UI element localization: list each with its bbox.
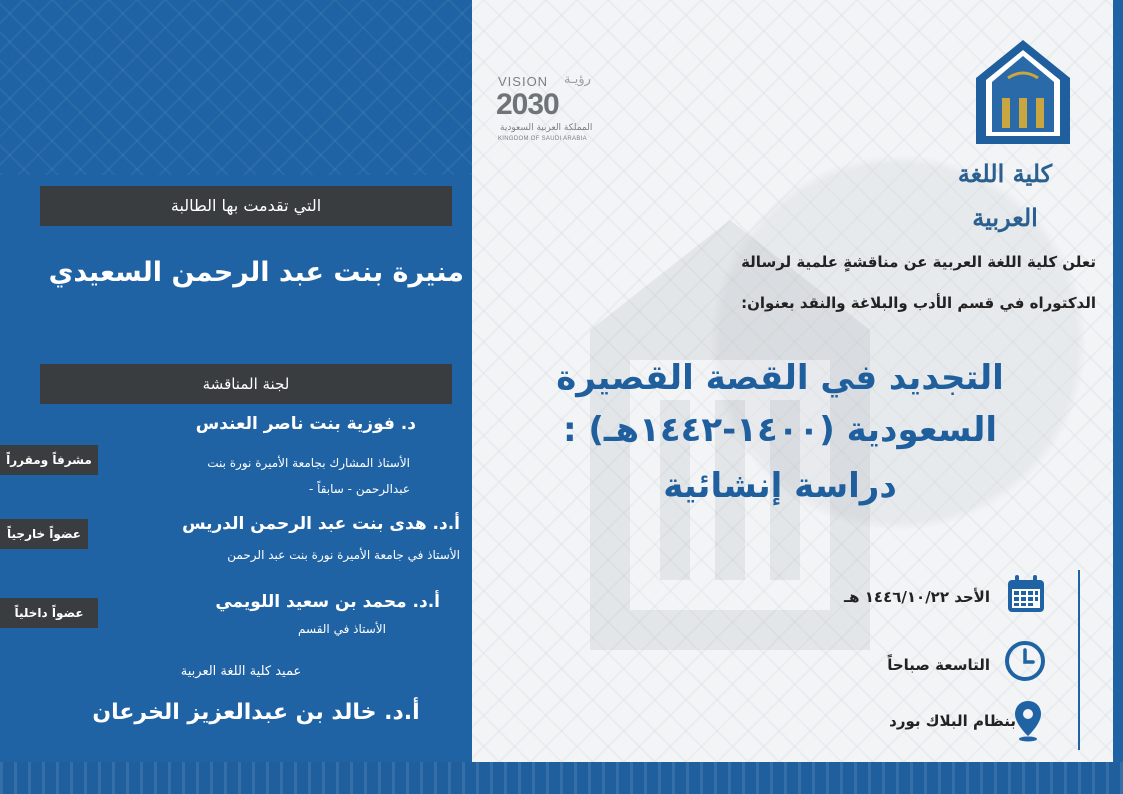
member-2-name: أ.د. هدى بنت عبد الرحمن الدريس (182, 514, 460, 534)
member-3-name: أ.د. محمد بن سعيد اللويمي (215, 592, 440, 612)
bottom-band (0, 762, 1123, 794)
event-time: التاسعة صباحاً (887, 656, 990, 674)
university-logo-icon (974, 38, 1072, 146)
thesis-title-line-1: التجديد في القصة القصيرة (556, 358, 1004, 398)
thesis-title-line-3: دراسة إنشائية (663, 466, 897, 506)
kingdom-english-text: KINGDOM OF SAUDI ARABIA (498, 136, 587, 142)
event-platform: بنظام البلاك بورد (889, 712, 1016, 730)
member-1-role-tag: مشرفاً ومقرراً (0, 445, 98, 475)
announcement-line-2: الدكتوراه في قسم الأدب والبلاغة والنقد بعنوان: (741, 294, 1096, 312)
vision-text: VISION (498, 74, 549, 89)
announcement-line-1: تعلن كلية اللغة العربية عن مناقشةٍ علمية لرسالة (741, 253, 1096, 271)
committee-header: لجنة المناقشة (40, 364, 452, 404)
member-1-desc-line-1: الأستاذ المشارك بجامعة الأميرة نورة بنت (207, 456, 410, 470)
college-name-logo: كلية اللغة العربية (957, 159, 1053, 232)
member-1-description (100, 450, 410, 502)
left-panel-pattern (0, 0, 472, 175)
member-1-desc-line-2: عبدالرحمن - سابقاً - (308, 482, 410, 496)
presented-by-header: التي تقدمت بها الطالبة (40, 186, 452, 226)
kingdom-arabic-text: المملكة العربية السعودية (500, 123, 593, 133)
info-divider (1078, 570, 1080, 750)
dean-label: عميد كلية اللغة العربية (180, 664, 302, 679)
thesis-title-line-2: السعودية (١٤٠٠-١٤٤٢هـ) : (562, 410, 998, 450)
student-name: منيرة بنت عبد الرحمن السعيدي (48, 257, 464, 288)
right-edge-strip (1113, 0, 1123, 762)
dean-name: أ.د. خالد بن عبدالعزيز الخرعان (92, 700, 420, 725)
member-3-role-tag: عضواً داخلياً (0, 598, 98, 628)
location-pin-icon (1014, 700, 1042, 742)
event-date: الأحد ١٤٤٦/١٠/٢٢ هـ (844, 588, 990, 606)
member-1-name: د. فوزية بنت ناصر العندس (195, 414, 416, 434)
clock-icon (1004, 640, 1046, 682)
vision-arabic-text: رؤيـة (564, 72, 591, 87)
member-2-description: الأستاذ في جامعة الأميرة نورة بنت عبد الرحمن (227, 548, 460, 562)
vision-2030-logo (494, 72, 612, 152)
member-3-description: الأستاذ في القسم (298, 622, 386, 636)
calendar-icon (1006, 574, 1046, 614)
vision-year: 2030 (496, 88, 559, 121)
member-2-role-tag: عضواً خارجياً (0, 519, 88, 549)
